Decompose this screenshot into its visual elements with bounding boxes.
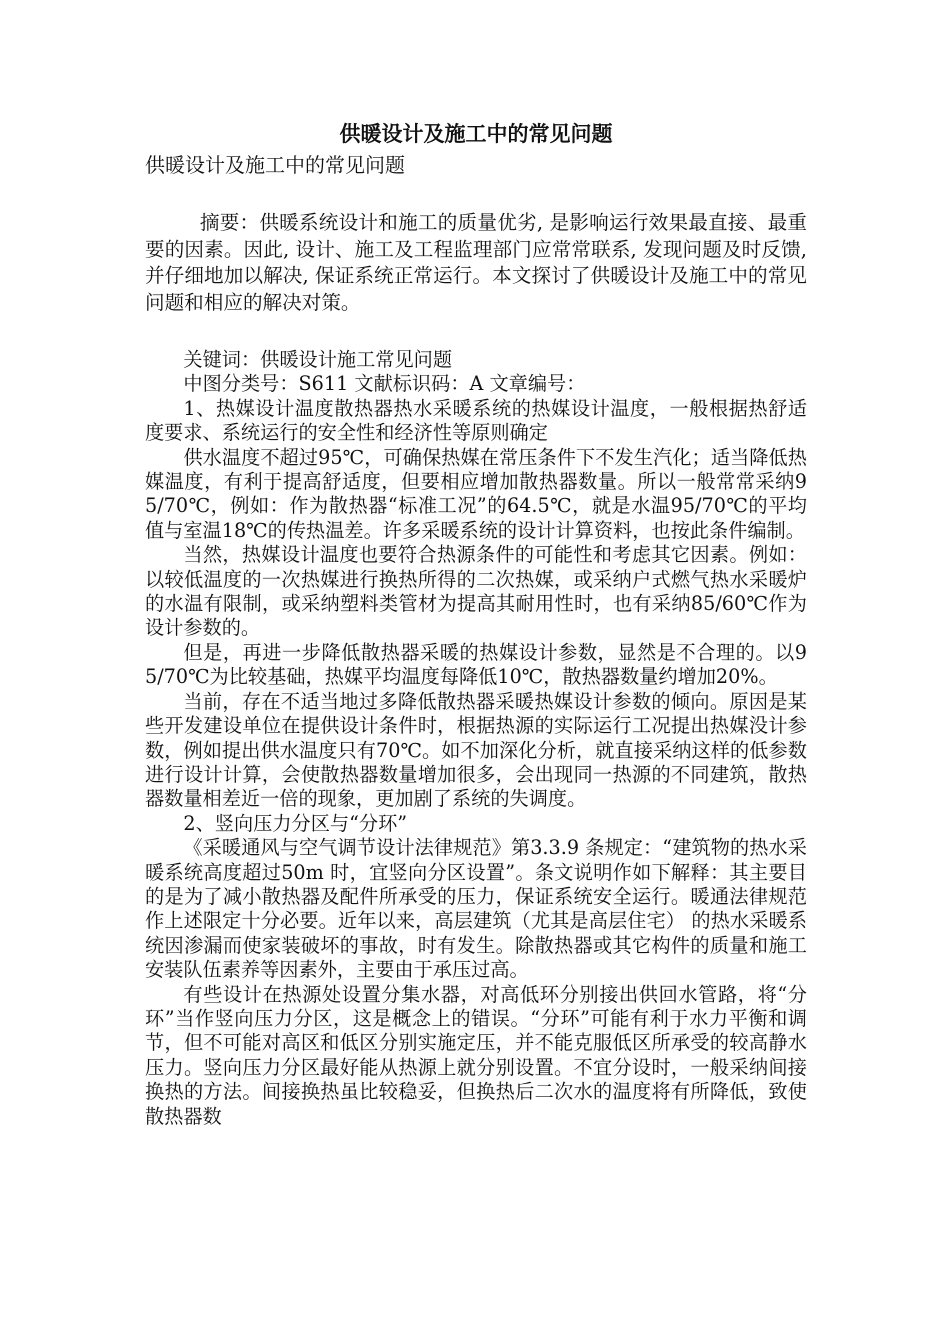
body-paragraph-3: 当然，热媒设计温度也要符合热源条件的可能性和考虑其它因素。例如：以较低温度的一次热媒进行换热所得的二次热媒，或采纳户式燃气热水采暖炉的水温有限制，或采纳塑料类管材为提高其耐用性时，也有采纳85/60℃作为设计参数的。 [145, 543, 807, 640]
section-heading-2: 2、竖向压力分区与“分环” [183, 811, 408, 835]
body-paragraph-5: 当前，存在不适当地过多降低散热器采暖热媒设计参数的倾向。原因是某些开发建设单位在提供设计条件时，根据热源的实际运行工况提出热媒没计参数，例如提出供水温度只有70℃。如不加深化分析，就直接采纳这样的低参数进行设计计算，会使散热器数量增加很多，会出现同一热源的不同建筑，散热器数量相差近一倍的现象，更加剧了系统的失调度。 [145, 689, 807, 811]
body-paragraph-1: 1、热媒设计温度散热器热水采暖系统的热媒设计温度，一般根据热舒适度要求、系统运行的安全性和经济性等原则确定 [145, 396, 807, 445]
classification-line: 中图分类号：S611 文献标识码：A 文章编号： [183, 372, 586, 396]
document-subtitle: 供暖设计及施工中的常见问题 [145, 153, 405, 177]
keywords-line: 关键词：供暖设计施工常见问题 [183, 348, 453, 371]
document-page [145, 118, 807, 1129]
body-paragraph-7: 有些设计在热源处设置分集水器，对高低环分别接出供回水管路，将“分环”当作竖向压力分区，这是概念上的错误。“分环”可能有利于水力平衡和调节，但不可能对高区和低区分别实施定压，并不能克服低区所承受的较高静水压力。竖向压力分区最好能从热源上就分别设置。不宜分设时，一般采纳间接换热的方法。间接换热虽比较稳妥，但换热后二次水的温度将有所降低，致使散热器数 [145, 982, 807, 1128]
document-title: 供暖设计及施工中的常见问题 [339, 121, 613, 146]
body-paragraph-4: 但是，再进一步降低散热器采暖的热媒设计参数，显然是不合理的。以95/70℃为比较基础，热媒平均温度每降低10℃，散热器数量约增加20%。 [145, 640, 807, 689]
body-paragraph-6: 《采暖通风与空气调节设计法律规范》第3.3.9 条规定：“建筑物的热水采暖系统高度超过50m 时，宜竖向分区设置”。条文说明作如下解释：其主要目的是为了减小散热器及配件所承受的压力，保证系统安全运行。暖通法律规范作上述限定十分必要。近年以来，高层建筑（尤其是高层住宅） 的热水采暖系统因渗漏而使家装破坏的事故，时有发生。除散热器或其它构件的质量和施工安装队伍素养等因素外，主要由于承压过高。 [145, 836, 807, 982]
abstract-paragraph: 摘要：供暖系统设计和施工的质量优劣, 是影响运行效果最直接、最重要的因素。因此, 设计、施工及工程监理部门应常常联系, 发现问题及时反馈, 并仔细地加以解决, 保证系统正常运行。本文探讨了供暖设计及施工中的常见问题和相应的解决对策。 [145, 211, 807, 314]
body-paragraph-2: 供水温度不超过95℃，可确保热媒在常压条件下不发生汽化；适当降低热媒温度，有利于提高舒适度，但要相应增加散热器数量。所以一般常常采纳95/70℃，例如：作为散热器“标准工况”的64.5℃，就是水温95/70℃的平均值与室温18℃的传热温差。许多采暖系统的设计计算资料，也按此条件编制。 [145, 445, 807, 542]
